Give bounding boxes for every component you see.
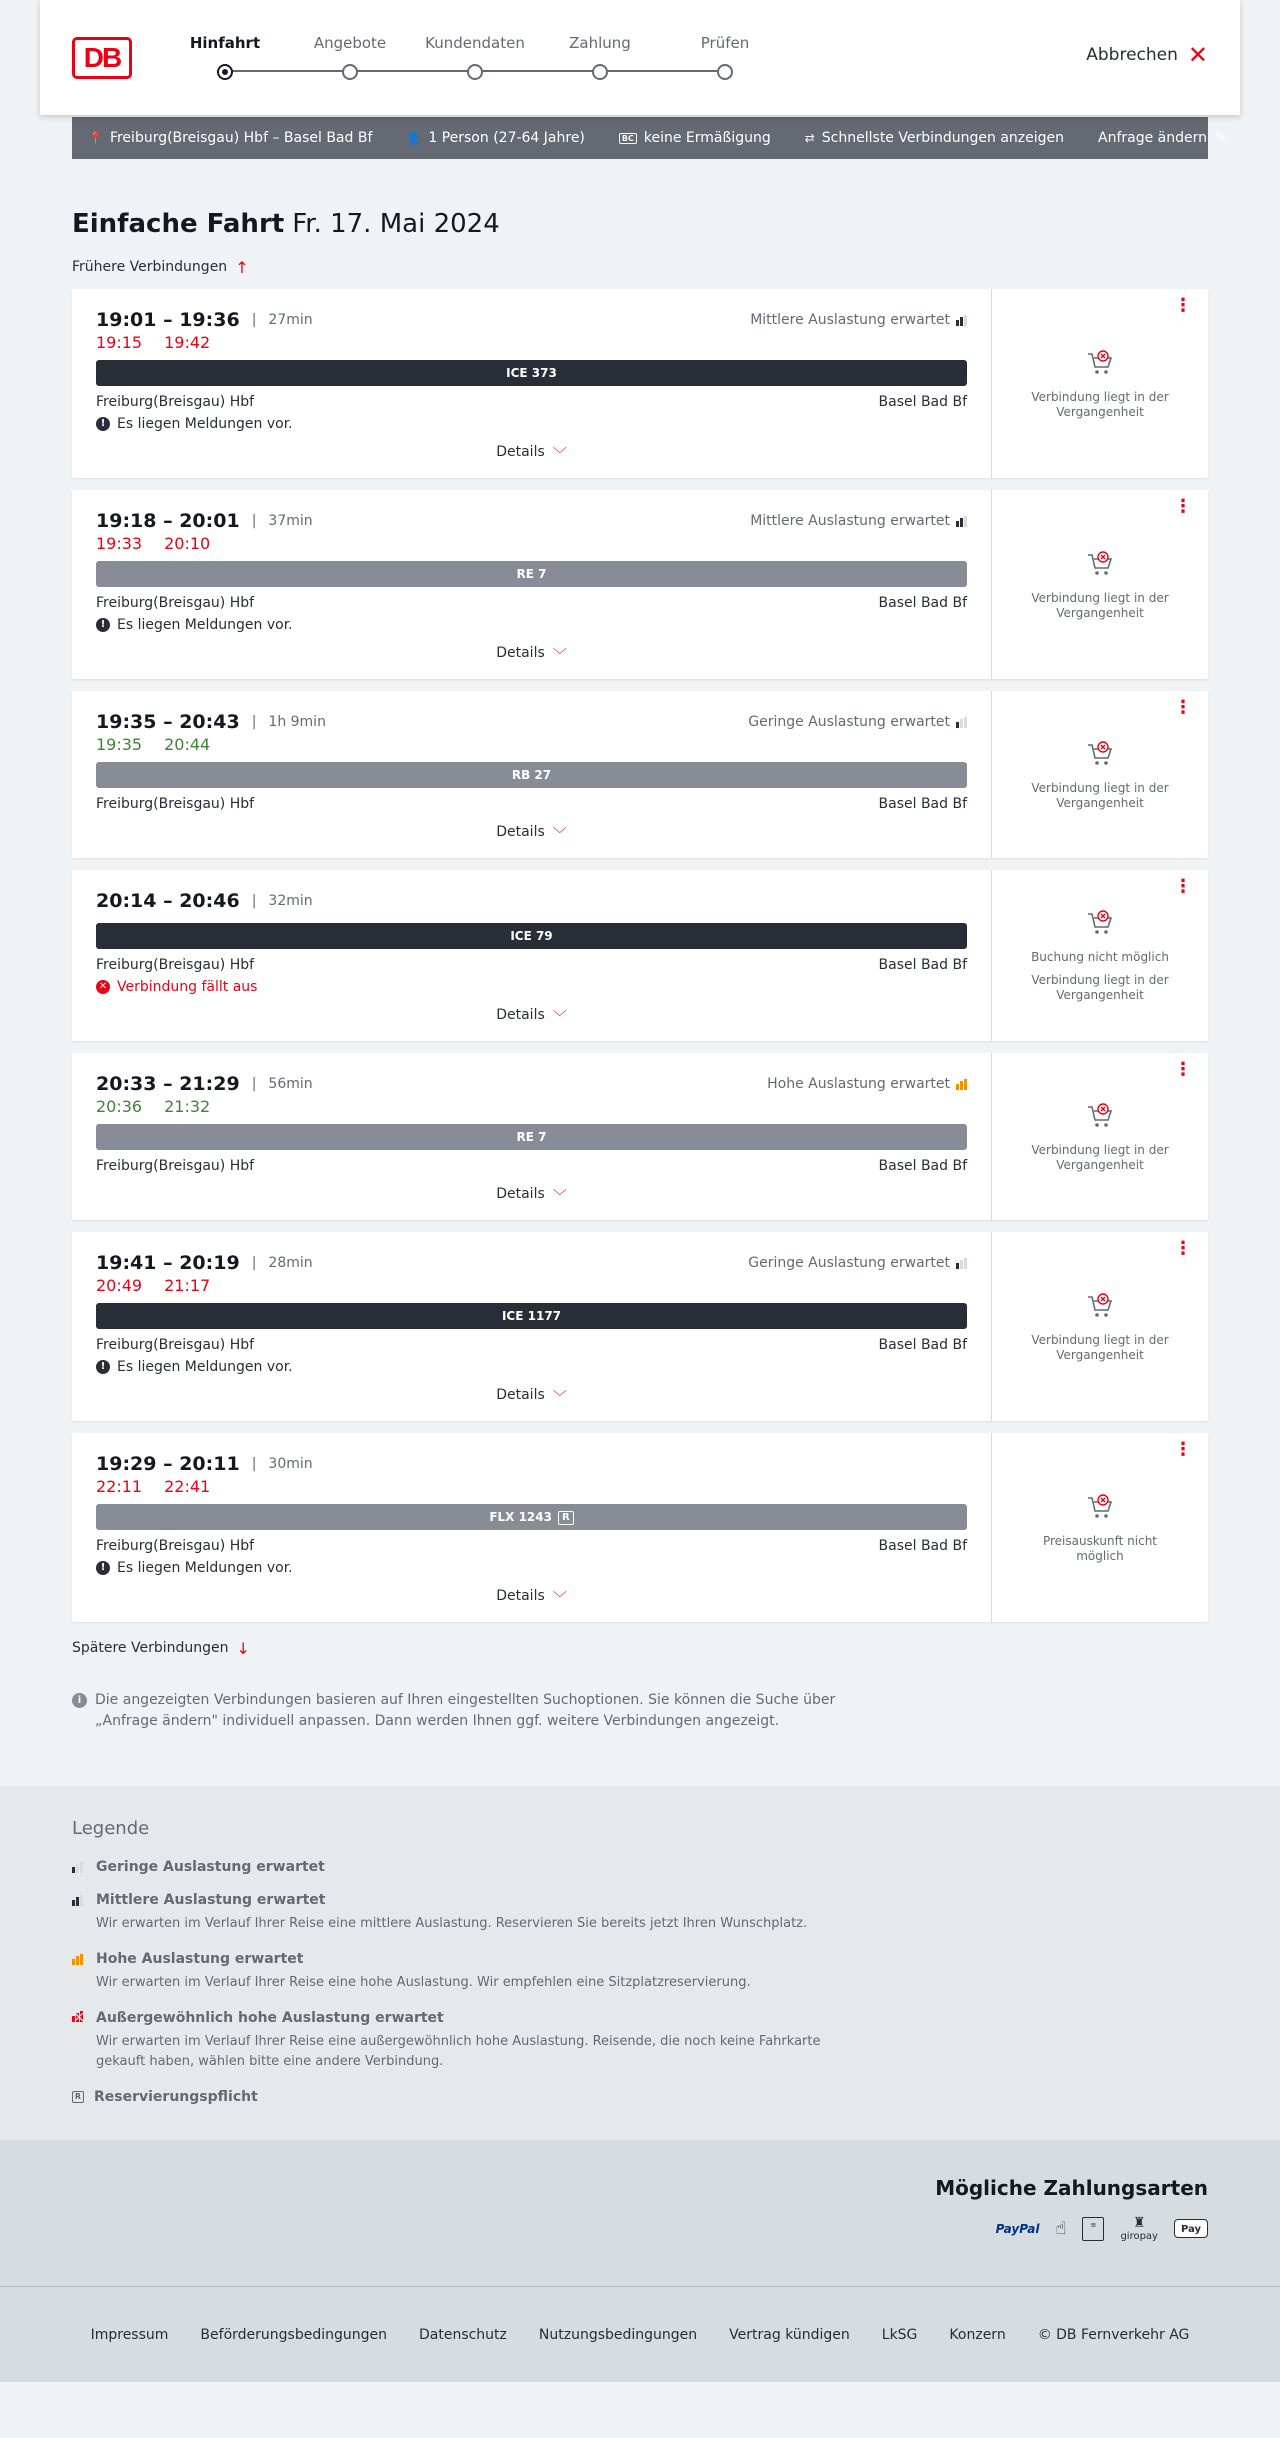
footer-link[interactable]: Impressum	[90, 2326, 169, 2343]
separator: |	[251, 1076, 257, 1092]
query-route: 📍 Freiburg(Breisgau) Hbf – Basel Bad Bf	[88, 130, 373, 146]
from-station: Freiburg(Breisgau) Hbf	[96, 957, 255, 973]
scheduled-times: 19:29 – 20:11	[96, 1453, 240, 1475]
results	[72, 209, 1208, 1732]
load-indicator	[748, 714, 967, 730]
footer	[0, 2286, 1280, 2382]
realtime-row	[96, 1276, 967, 1300]
realtime-departure: 22:11	[96, 1477, 143, 1496]
paypal-icon: PayPal	[995, 2221, 1040, 2236]
from-station: Freiburg(Breisgau) Hbf	[96, 595, 255, 611]
change-query-button[interactable]: Anfrage ändern ✎	[1098, 130, 1227, 146]
swap-arrows-icon: ⇄	[804, 131, 815, 145]
details-toggle[interactable]	[96, 824, 967, 858]
train-bar[interactable]	[96, 923, 967, 949]
realtime-departure: 20:36	[96, 1097, 143, 1116]
chevron-down-icon: ﹀	[552, 447, 567, 463]
high-load-icon	[72, 1954, 86, 1965]
more-options-icon[interactable]: ⋮	[1174, 295, 1192, 316]
scheduled-times: 19:41 – 20:19	[96, 1252, 240, 1274]
time-row	[96, 309, 967, 331]
step-dot	[342, 64, 358, 80]
connection-card[interactable]	[72, 1053, 1208, 1220]
realtime-arrival: 21:32	[164, 1097, 211, 1116]
realtime-row	[96, 333, 967, 357]
scheduled-times: 20:14 – 20:46	[96, 890, 240, 912]
train-bar[interactable]	[96, 360, 967, 386]
legend-item-title: Reservierungspflicht	[94, 2089, 258, 2105]
info-icon: i	[72, 1693, 87, 1708]
person-icon: 👤	[406, 131, 422, 145]
message-notice	[96, 416, 967, 432]
booking-status-text-2: Verbindung liegt in der Vergangenheit	[1031, 973, 1169, 1002]
booking-status	[992, 1433, 1208, 1622]
separator: |	[251, 893, 257, 909]
details-label: Details	[496, 824, 545, 840]
legend-item-title-row	[72, 1859, 1208, 1875]
more-options-icon[interactable]: ⋮	[1174, 697, 1192, 718]
alert-circle-icon: !	[96, 1561, 110, 1575]
legend-item-title-row	[72, 2089, 1208, 2105]
low-load-icon	[956, 717, 967, 728]
payment-icons	[996, 2215, 1208, 2242]
connection-card[interactable]	[72, 691, 1208, 858]
header	[40, 0, 1240, 115]
legend-item-title: Hohe Auslastung erwartet	[96, 1951, 304, 1967]
scheduled-times: 19:01 – 19:36	[96, 309, 240, 331]
cart-unavailable-icon	[1085, 348, 1115, 378]
legend-item	[72, 1951, 1208, 1993]
scheduled-times: 19:35 – 20:43	[96, 711, 240, 733]
cancellation-notice	[96, 979, 967, 995]
booking-status	[992, 1232, 1208, 1421]
train-bar[interactable]	[96, 1504, 967, 1530]
legend	[0, 1786, 1280, 2140]
load-label: Geringe Auslastung erwartet	[748, 714, 950, 730]
step-dot	[467, 64, 483, 80]
details-label: Details	[496, 1007, 545, 1023]
chevron-down-icon: ﹀	[552, 648, 567, 664]
details-toggle[interactable]	[96, 444, 967, 478]
connection-card[interactable]	[72, 1433, 1208, 1622]
load-label: Hohe Auslastung erwartet	[767, 1076, 950, 1092]
stations-row	[96, 1538, 967, 1554]
details-toggle[interactable]	[96, 1007, 967, 1041]
stations-row	[96, 1158, 967, 1174]
step-dot	[717, 64, 733, 80]
connection-main	[72, 1053, 992, 1220]
train-bar[interactable]	[96, 1124, 967, 1150]
duration: 30min	[268, 1456, 313, 1472]
footer-link[interactable]: Beförderungsbedingungen	[200, 2326, 387, 2343]
chevron-down-icon: ﹀	[552, 1189, 567, 1205]
pencil-icon: ✎	[1215, 130, 1227, 146]
more-options-icon[interactable]: ⋮	[1174, 496, 1192, 517]
payment-title: Mögliche Zahlungsarten	[935, 2176, 1208, 2200]
payment-section	[0, 2140, 1280, 2286]
load-indicator	[750, 312, 967, 328]
booking-status	[992, 691, 1208, 858]
train-name: RB 27	[511, 768, 552, 782]
legend-item-desc: Wir erwarten im Verlauf Ihrer Reise eine hohe Auslastung. Wir empfehlen eine Sitzplatzreservierung.	[96, 1975, 751, 1990]
reservation-required-icon: R	[558, 1511, 574, 1525]
medium-load-icon	[956, 315, 967, 326]
scheduled-times: 20:33 – 21:29	[96, 1073, 240, 1095]
time-row	[96, 711, 967, 733]
connection-main	[72, 490, 992, 679]
low-load-icon	[956, 1258, 967, 1269]
from-station: Freiburg(Breisgau) Hbf	[96, 1337, 255, 1353]
load-indicator	[748, 1255, 967, 1271]
connection-card[interactable]	[72, 870, 1208, 1041]
chevron-down-icon: ﹀	[552, 1591, 567, 1607]
duration: 28min	[268, 1255, 313, 1271]
train-name: ICE 1177	[501, 1309, 562, 1323]
load-label: Mittlere Auslastung erwartet	[750, 513, 950, 529]
connection-main	[72, 1232, 992, 1421]
message-notice	[96, 617, 967, 633]
booking-status	[992, 1053, 1208, 1220]
sepa-invoice-icon: ≡	[1082, 2217, 1104, 2241]
realtime-row	[96, 1097, 967, 1121]
footer-link[interactable]: LkSG	[881, 2326, 918, 2343]
legend-item	[72, 1892, 1208, 1934]
separator: |	[251, 1456, 257, 1472]
train-bar[interactable]	[96, 1303, 967, 1329]
cart-unavailable-icon	[1085, 549, 1115, 579]
db-logo[interactable]: DB	[72, 37, 132, 79]
legend-item-title-row	[72, 2010, 1208, 2026]
more-options-icon[interactable]: ⋮	[1174, 1439, 1192, 1460]
realtime-departure: 19:15	[96, 333, 143, 352]
load-indicator	[750, 513, 967, 529]
apple-pay-icon: Pay	[1174, 2219, 1208, 2238]
connection-main	[72, 1433, 992, 1622]
connection-main	[72, 691, 992, 858]
connection-list	[72, 289, 1208, 1622]
arrow-down-icon: ↓	[236, 1638, 250, 1658]
booking-status	[992, 490, 1208, 679]
alert-circle-icon: !	[96, 1360, 110, 1374]
realtime-arrival: 19:42	[164, 333, 211, 352]
message-text: Verbindung fällt aus	[117, 979, 258, 995]
step-zahlung: Zahlung	[550, 34, 650, 80]
step-kundendaten: Kundendaten	[425, 34, 525, 80]
page-title: Einfache Fahrt Fr. 17. Mai 2024	[72, 209, 500, 239]
stations-row	[96, 394, 967, 410]
query-passengers: 👤 1 Person (27-64 Jahre)	[406, 130, 585, 146]
cancel-button[interactable]: Abbrechen ✕	[1086, 41, 1208, 69]
realtime-departure: 20:49	[96, 1276, 143, 1295]
high-load-icon	[956, 1079, 967, 1090]
cart-unavailable-icon	[1085, 908, 1115, 938]
train-name: RE 7	[516, 567, 547, 581]
step-dot	[592, 64, 608, 80]
chevron-down-icon: ﹀	[552, 827, 567, 843]
alert-circle-icon: !	[96, 417, 110, 431]
stations-row	[96, 1337, 967, 1353]
footer-link[interactable]: Nutzungsbedingungen	[538, 2326, 698, 2343]
details-label: Details	[496, 645, 545, 661]
low-load-icon	[72, 1862, 86, 1873]
time-row	[96, 1252, 967, 1274]
legend-item-title: Mittlere Auslastung erwartet	[96, 1892, 326, 1908]
details-label: Details	[496, 1186, 545, 1202]
scheduled-times: 19:18 – 20:01	[96, 510, 240, 532]
legend-item	[72, 1859, 1208, 1875]
cancel-circle-icon: ✕	[96, 980, 110, 994]
from-station: Freiburg(Breisgau) Hbf	[96, 1538, 255, 1554]
query-discount: BC keine Ermäßigung	[619, 130, 771, 146]
cart-unavailable-icon	[1085, 1492, 1115, 1522]
travel-date: Fr. 17. Mai 2024	[292, 209, 500, 239]
legend-item-title-row	[72, 1892, 1208, 1908]
time-row	[96, 1453, 967, 1475]
cart-unavailable-icon	[1085, 1291, 1115, 1321]
medium-load-icon	[956, 516, 967, 527]
more-options-icon[interactable]: ⋮	[1174, 876, 1192, 897]
close-icon: ✕	[1187, 41, 1208, 69]
realtime-departure: 19:35	[96, 735, 143, 754]
load-label: Mittlere Auslastung erwartet	[750, 312, 950, 328]
realtime-arrival: 22:41	[164, 1477, 211, 1496]
separator: |	[251, 1255, 257, 1271]
message-text: Es liegen Meldungen vor.	[117, 1359, 293, 1375]
train-name: ICE 79	[510, 929, 553, 943]
message-notice	[96, 1359, 967, 1375]
from-station: Freiburg(Breisgau) Hbf	[96, 796, 255, 812]
booking-status	[992, 289, 1208, 478]
duration: 56min	[268, 1076, 313, 1092]
time-row	[96, 510, 967, 532]
search-info-note: i Die angezeigten Verbindungen basieren auf Ihren eingestellten Suchoptionen. Sie können die Suche über „Anfrage ändern" individuell anpassen. Dann werden Ihnen ggf. weitere Verbindungen angezeigt.	[72, 1690, 852, 1732]
from-station: Freiburg(Breisgau) Hbf	[96, 394, 255, 410]
extreme-load-icon	[72, 2010, 86, 2026]
duration: 32min	[268, 893, 313, 909]
message-text: Es liegen Meldungen vor.	[117, 416, 293, 432]
separator: |	[251, 513, 257, 529]
booking-status-text: Verbindung liegt in der Vergangenheit	[1031, 1332, 1169, 1362]
arrow-up-icon: ↑	[235, 257, 249, 277]
time-row	[96, 890, 967, 912]
train-bar[interactable]	[96, 561, 967, 587]
to-station: Basel Bad Bf	[878, 796, 967, 812]
chevron-down-icon: ﹀	[552, 1390, 567, 1406]
giropay-icon: ♜ giropay	[1120, 2215, 1158, 2242]
step-angebote: Angebote	[300, 34, 400, 80]
to-station: Basel Bad Bf	[878, 1337, 967, 1353]
realtime-arrival: 20:44	[164, 735, 211, 754]
realtime-arrival: 21:17	[164, 1276, 211, 1295]
train-name: FLX 1243	[489, 1510, 552, 1524]
location-pin-icon: 📍	[88, 131, 103, 145]
footer-link[interactable]: Vertrag kündigen	[729, 2326, 850, 2343]
separator: |	[251, 714, 257, 730]
stations-row	[96, 796, 967, 812]
message-text: Es liegen Meldungen vor.	[117, 617, 293, 633]
realtime-arrival: 20:10	[164, 534, 211, 553]
booking-status-text: Verbindung liegt in der Vergangenheit	[1031, 780, 1169, 810]
connection-card[interactable]	[72, 490, 1208, 679]
step-pruefen: Prüfen	[675, 34, 775, 80]
bahncard-icon: BC	[619, 133, 637, 144]
connection-main	[72, 870, 992, 1041]
connection-card[interactable]	[72, 289, 1208, 478]
to-station: Basel Bad Bf	[878, 595, 967, 611]
details-label: Details	[496, 1387, 545, 1403]
booking-status	[992, 870, 1208, 1041]
medium-load-icon	[72, 1895, 86, 1906]
details-toggle[interactable]	[96, 645, 967, 679]
earlier-connections-link[interactable]: Frühere Verbindungen ↑	[72, 257, 249, 277]
later-connections-link[interactable]: Spätere Verbindungen ↓	[72, 1638, 250, 1658]
duration: 1h 9min	[268, 714, 326, 730]
realtime-row	[96, 534, 967, 558]
legend-item	[72, 2010, 1208, 2072]
details-toggle[interactable]	[96, 1186, 967, 1220]
duration: 37min	[268, 513, 313, 529]
alert-circle-icon: !	[96, 618, 110, 632]
legend-item-title: Außergewöhnlich hohe Auslastung erwartet	[96, 2010, 444, 2026]
train-name: ICE 373	[506, 366, 557, 380]
load-label: Geringe Auslastung erwartet	[748, 1255, 950, 1271]
legend-items	[72, 1859, 1208, 2105]
footer-link[interactable]: Konzern	[949, 2326, 1006, 2343]
progress-steps	[189, 34, 790, 84]
realtime-row	[96, 735, 967, 759]
realtime-departure: 19:33	[96, 534, 143, 553]
more-options-icon[interactable]: ⋮	[1174, 1238, 1192, 1259]
to-station: Basel Bad Bf	[878, 1538, 967, 1554]
train-name: RE 7	[516, 1130, 547, 1144]
booking-status-text: Buchung nicht möglich	[1031, 950, 1169, 964]
to-station: Basel Bad Bf	[878, 394, 967, 410]
contactless-card-icon: ☝	[1055, 2218, 1067, 2239]
legend-item-desc: Wir erwarten im Verlauf Ihrer Reise eine mittlere Auslastung. Reservieren Sie bereits jetzt Ihren Wunschplatz.	[96, 1916, 808, 1931]
connection-card[interactable]	[72, 1232, 1208, 1421]
duration: 27min	[268, 312, 313, 328]
booking-status-text: Verbindung liegt in der Vergangenheit	[1031, 590, 1169, 620]
step-dot-active	[217, 64, 233, 80]
load-indicator	[767, 1076, 967, 1092]
copyright: © DB Fernverkehr AG	[1037, 2326, 1190, 2343]
reservation-required-icon: R	[72, 2091, 84, 2103]
legend-title: Legende	[72, 1818, 150, 1839]
booking-status-text: Verbindung liegt in der Vergangenheit	[1031, 389, 1169, 419]
message-text: Es liegen Meldungen vor.	[117, 1560, 293, 1576]
legend-item-desc: Wir erwarten im Verlauf Ihrer Reise eine außergewöhnlich hohe Auslastung. Reisende, die noch keine Fahrkarte gekauft haben, wählen bitte eine andere Verbindung.	[96, 2034, 821, 2069]
more-options-icon[interactable]: ⋮	[1174, 1059, 1192, 1080]
chevron-down-icon: ﹀	[552, 1010, 567, 1026]
connection-main	[72, 289, 992, 478]
realtime-row	[96, 1477, 967, 1501]
details-toggle[interactable]	[96, 1588, 967, 1622]
to-station: Basel Bad Bf	[878, 1158, 967, 1174]
stations-row	[96, 957, 967, 973]
stations-row	[96, 595, 967, 611]
legend-item	[72, 2089, 1208, 2105]
query-mode: ⇄ Schnellste Verbindungen anzeigen	[804, 130, 1065, 146]
train-bar[interactable]	[96, 762, 967, 788]
details-label: Details	[496, 444, 545, 460]
message-notice	[96, 1560, 967, 1576]
booking-status-text: Verbindung liegt in der Vergangenheit	[1031, 1142, 1169, 1172]
to-station: Basel Bad Bf	[878, 957, 967, 973]
booking-status-text: Preisauskunft nicht möglich	[1042, 1533, 1158, 1563]
query-bar	[72, 117, 1227, 159]
cart-unavailable-icon	[1085, 1101, 1115, 1131]
footer-link[interactable]: Datenschutz	[418, 2326, 507, 2343]
cart-unavailable-icon	[1085, 739, 1115, 769]
from-station: Freiburg(Breisgau) Hbf	[96, 1158, 255, 1174]
legend-item-title: Geringe Auslastung erwartet	[96, 1859, 325, 1875]
details-label: Details	[496, 1588, 545, 1604]
legend-item-title-row	[72, 1951, 1208, 1967]
details-toggle[interactable]	[96, 1387, 967, 1421]
time-row	[96, 1073, 967, 1095]
separator: |	[251, 312, 257, 328]
step-hinfahrt: Hinfahrt	[175, 34, 275, 80]
